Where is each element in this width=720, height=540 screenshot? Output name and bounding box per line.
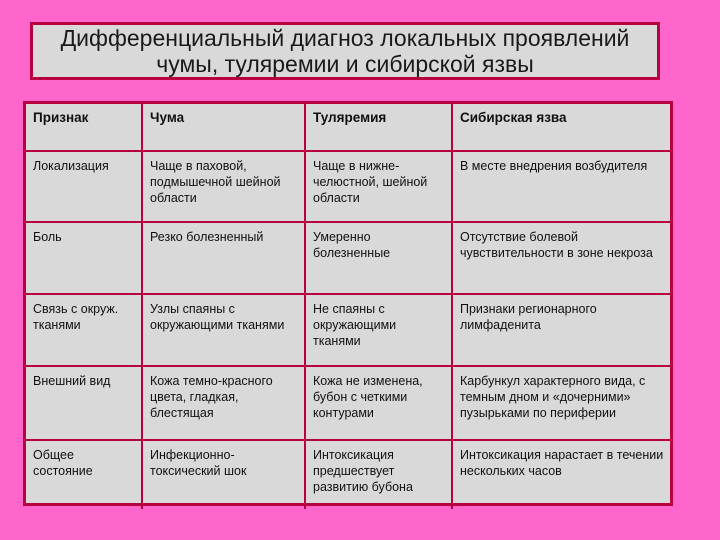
- table-cell: Инфекционно-токсический шок: [142, 440, 305, 509]
- table-cell: Умеренно болезненные: [305, 222, 452, 294]
- table-cell: Связь с окруж. тканями: [26, 294, 142, 366]
- table-cell: Внешний вид: [26, 366, 142, 440]
- table-cell: Не спаяны с окружающими тканями: [305, 294, 452, 366]
- table-cell: Интоксикация нарастает в течении нескольких часов: [452, 440, 670, 509]
- table-row: [26, 294, 670, 366]
- table-cell: В месте внедрения возбудителя: [452, 151, 670, 222]
- table-cell: Локализация: [26, 151, 142, 222]
- table-cell: Общее состояние: [26, 440, 142, 509]
- header-cell-anthrax: Сибирская язва: [452, 104, 670, 151]
- table-cell: Боль: [26, 222, 142, 294]
- header-cell-sign: Признак: [26, 104, 142, 151]
- table-cell: Отсутствие болевой чувствительности в зоне некроза: [452, 222, 670, 294]
- table-row: [26, 440, 670, 509]
- table-cell: Кожа не изменена, бубон с четкими контурами: [305, 366, 452, 440]
- slide-title: [30, 22, 660, 80]
- header-cell-tularemia: Туляремия: [305, 104, 452, 151]
- table-cell: Чаще в паховой, подмышечной шейной области: [142, 151, 305, 222]
- table-cell: Карбункул характерного вида, с темным дном и «дочерними» пузырьками по периферии: [452, 366, 670, 440]
- table-row: [26, 222, 670, 294]
- table-cell: Резко болезненный: [142, 222, 305, 294]
- title-line-2: чумы, туляремии и сибирской язвы: [156, 51, 534, 77]
- table-cell: Чаще в нижне-челюстной, шейной области: [305, 151, 452, 222]
- table-cell: Узлы спаяны с окружающими тканями: [142, 294, 305, 366]
- table-cell: Интоксикация предшествует развитию бубона: [305, 440, 452, 509]
- table-row: [26, 151, 670, 222]
- header-cell-plague: Чума: [142, 104, 305, 151]
- table-cell: Кожа темно-красного цвета, гладкая, блестящая: [142, 366, 305, 440]
- table-row: [26, 366, 670, 440]
- diagnosis-table: [23, 101, 673, 506]
- table-cell: Признаки регионарного лимфаденита: [452, 294, 670, 366]
- title-line-1: Дифференциальный диагноз локальных проявлений: [60, 25, 630, 51]
- table-header-row: [26, 104, 670, 151]
